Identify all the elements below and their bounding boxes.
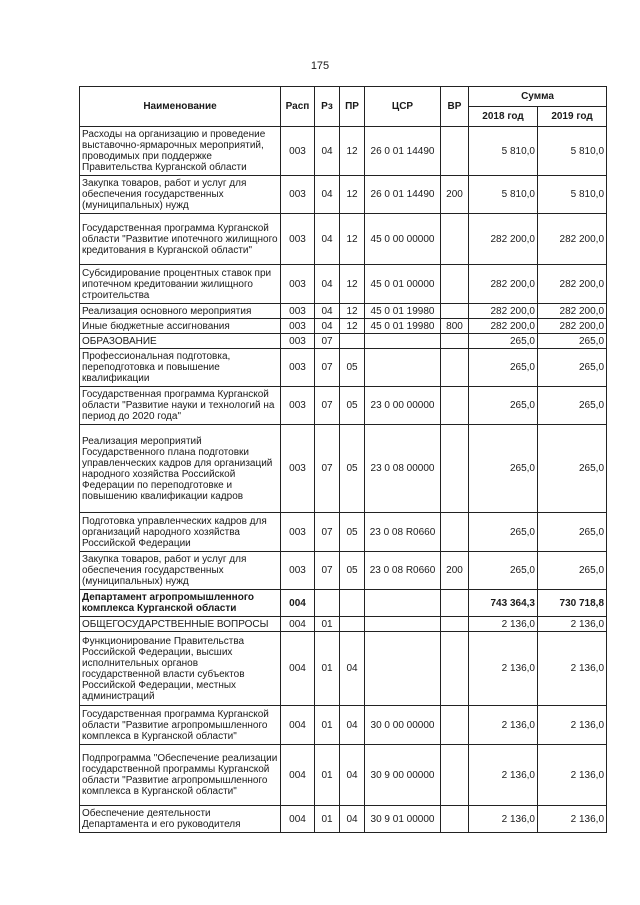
- row-rz: 01: [315, 617, 340, 632]
- table-row: [80, 334, 607, 349]
- row-rz: 07: [315, 425, 340, 513]
- table-row: [80, 319, 607, 334]
- row-2019: 265,0: [538, 552, 607, 590]
- row-rz: 04: [315, 214, 340, 265]
- row-vr: [441, 617, 469, 632]
- row-rz: 04: [315, 304, 340, 319]
- row-rz: 07: [315, 513, 340, 552]
- row-2019: 5 810,0: [538, 127, 607, 176]
- header-2019: 2019 год: [538, 107, 607, 127]
- row-rasp: 003: [281, 387, 315, 425]
- row-vr: [441, 214, 469, 265]
- table-row: [80, 214, 607, 265]
- row-name: Подпрограмма "Обеспечение реализации государственной программы Курганской области "Развитие агропромышленного комплекса в Курганской области": [80, 745, 281, 806]
- row-vr: [441, 425, 469, 513]
- row-name: ОБРАЗОВАНИЕ: [80, 334, 281, 349]
- table-row: [80, 806, 607, 833]
- row-name: Обеспечение деятельности Департамента и его руководителя: [80, 806, 281, 833]
- row-rz: 01: [315, 706, 340, 745]
- row-2018: 5 810,0: [469, 127, 538, 176]
- row-csr: [365, 590, 441, 617]
- row-2019: 2 136,0: [538, 806, 607, 833]
- row-rasp: 003: [281, 334, 315, 349]
- table-row: [80, 176, 607, 214]
- row-2018: 743 364,3: [469, 590, 538, 617]
- row-pr: [340, 590, 365, 617]
- row-rz: 04: [315, 127, 340, 176]
- header-csr: ЦСР: [365, 87, 441, 127]
- row-pr: 04: [340, 706, 365, 745]
- row-2019: 2 136,0: [538, 745, 607, 806]
- row-2018: 282 200,0: [469, 214, 538, 265]
- row-2019: 265,0: [538, 387, 607, 425]
- row-csr: 26 0 01 14490: [365, 176, 441, 214]
- row-2019: 265,0: [538, 513, 607, 552]
- row-rz: 07: [315, 334, 340, 349]
- row-2018: 265,0: [469, 552, 538, 590]
- row-csr: 45 0 00 00000: [365, 214, 441, 265]
- row-rz: [315, 590, 340, 617]
- row-vr: [441, 513, 469, 552]
- row-2018: 2 136,0: [469, 706, 538, 745]
- row-2018: 265,0: [469, 513, 538, 552]
- row-rz: 04: [315, 319, 340, 334]
- row-2019: 2 136,0: [538, 706, 607, 745]
- row-pr: 05: [340, 513, 365, 552]
- row-rasp: 004: [281, 590, 315, 617]
- header-vr: ВР: [441, 87, 469, 127]
- row-2019: 265,0: [538, 425, 607, 513]
- row-vr: 200: [441, 176, 469, 214]
- row-pr: 12: [340, 319, 365, 334]
- row-pr: 12: [340, 127, 365, 176]
- row-vr: [441, 706, 469, 745]
- row-rz: 04: [315, 176, 340, 214]
- row-rasp: 003: [281, 425, 315, 513]
- row-2018: 2 136,0: [469, 745, 538, 806]
- row-csr: [365, 349, 441, 387]
- table-row: [80, 632, 607, 706]
- row-vr: [441, 632, 469, 706]
- row-pr: 12: [340, 265, 365, 304]
- row-rasp: 003: [281, 265, 315, 304]
- table-row: [80, 617, 607, 632]
- table-row: [80, 265, 607, 304]
- row-rz: 07: [315, 552, 340, 590]
- row-rasp: 004: [281, 706, 315, 745]
- row-rasp: 004: [281, 745, 315, 806]
- row-vr: [441, 590, 469, 617]
- row-csr: 23 0 00 00000: [365, 387, 441, 425]
- row-name: Профессиональная подготовка, переподготовка и повышение квалификации: [80, 349, 281, 387]
- row-rz: 01: [315, 745, 340, 806]
- row-rasp: 003: [281, 176, 315, 214]
- row-pr: 05: [340, 349, 365, 387]
- row-pr: 12: [340, 304, 365, 319]
- row-pr: [340, 334, 365, 349]
- table-row: [80, 513, 607, 552]
- table-row: [80, 590, 607, 617]
- row-2019: 2 136,0: [538, 632, 607, 706]
- table-row: [80, 552, 607, 590]
- row-pr: 04: [340, 745, 365, 806]
- row-rasp: 003: [281, 349, 315, 387]
- row-pr: 04: [340, 806, 365, 833]
- row-rz: 01: [315, 632, 340, 706]
- row-vr: [441, 349, 469, 387]
- row-name: Расходы на организацию и проведение выставочно-ярмарочных мероприятий, проводимых при поддержке Правительства Курганской области: [80, 127, 281, 176]
- row-2019: 282 200,0: [538, 214, 607, 265]
- page-number: 175: [310, 60, 330, 72]
- row-2019: 730 718,8: [538, 590, 607, 617]
- table-row: [80, 425, 607, 513]
- row-2019: 5 810,0: [538, 176, 607, 214]
- row-name: Государственная программа Курганской области "Развитие агропромышленного комплекса в Курганской области": [80, 706, 281, 745]
- row-2018: 282 200,0: [469, 304, 538, 319]
- row-csr: 23 0 08 00000: [365, 425, 441, 513]
- row-rasp: 003: [281, 513, 315, 552]
- budget-table: [79, 86, 607, 833]
- row-2019: 282 200,0: [538, 304, 607, 319]
- row-vr: 200: [441, 552, 469, 590]
- table-row: [80, 127, 607, 176]
- header-sum: Сумма: [469, 87, 607, 107]
- row-rasp: 004: [281, 632, 315, 706]
- row-rasp: 003: [281, 304, 315, 319]
- row-name: Закупка товаров, работ и услуг для обеспечения государственных (муниципальных) нужд: [80, 176, 281, 214]
- header-2018: 2018 год: [469, 107, 538, 127]
- row-name: Субсидирование процентных ставок при ипотечном кредитовании жилищного строительства: [80, 265, 281, 304]
- row-pr: 12: [340, 176, 365, 214]
- table-row: [80, 745, 607, 806]
- table-row: [80, 706, 607, 745]
- row-vr: [441, 334, 469, 349]
- row-csr: 26 0 01 14490: [365, 127, 441, 176]
- row-2019: 282 200,0: [538, 265, 607, 304]
- row-name: Департамент агропромышленного комплекса Курганской области: [80, 590, 281, 617]
- row-2019: 2 136,0: [538, 617, 607, 632]
- row-2018: 265,0: [469, 334, 538, 349]
- row-vr: [441, 265, 469, 304]
- row-vr: 800: [441, 319, 469, 334]
- row-rasp: 004: [281, 806, 315, 833]
- row-2018: 282 200,0: [469, 265, 538, 304]
- row-csr: 30 9 01 00000: [365, 806, 441, 833]
- row-vr: [441, 806, 469, 833]
- row-2019: 282 200,0: [538, 319, 607, 334]
- table-body: [80, 127, 607, 833]
- header-rz: Рз: [315, 87, 340, 127]
- row-2018: 2 136,0: [469, 632, 538, 706]
- row-rz: 01: [315, 806, 340, 833]
- row-2018: 2 136,0: [469, 806, 538, 833]
- row-vr: [441, 127, 469, 176]
- row-csr: 30 9 00 00000: [365, 745, 441, 806]
- row-pr: 05: [340, 552, 365, 590]
- row-csr: 23 0 08 R0660: [365, 513, 441, 552]
- row-name: Реализация основного мероприятия: [80, 304, 281, 319]
- row-vr: [441, 745, 469, 806]
- row-name: Закупка товаров, работ и услуг для обеспечения государственных (муниципальных) нужд: [80, 552, 281, 590]
- row-csr: [365, 617, 441, 632]
- header-name: Наименование: [80, 87, 281, 127]
- header-rasp: Расп: [281, 87, 315, 127]
- table-row: [80, 349, 607, 387]
- row-vr: [441, 304, 469, 319]
- row-csr: [365, 334, 441, 349]
- row-name: Функционирование Правительства Российской Федерации, высших исполнительных органов государственной власти субъектов Российской Федерации, местных администраций: [80, 632, 281, 706]
- row-rasp: 003: [281, 127, 315, 176]
- row-rz: 07: [315, 387, 340, 425]
- row-pr: 05: [340, 387, 365, 425]
- header-pr: ПР: [340, 87, 365, 127]
- row-rasp: 003: [281, 319, 315, 334]
- row-csr: 45 0 01 19980: [365, 319, 441, 334]
- row-rz: 04: [315, 265, 340, 304]
- row-pr: 05: [340, 425, 365, 513]
- row-2018: 265,0: [469, 425, 538, 513]
- row-rasp: 003: [281, 214, 315, 265]
- row-csr: 45 0 01 00000: [365, 265, 441, 304]
- row-name: Иные бюджетные ассигнования: [80, 319, 281, 334]
- row-name: Реализация мероприятий Государственного плана подготовки управленческих кадров для организаций народного хозяйства Российской Федерации по переподготовке и повышению квалификации кадров: [80, 425, 281, 513]
- row-2018: 282 200,0: [469, 319, 538, 334]
- row-2019: 265,0: [538, 349, 607, 387]
- row-2018: 265,0: [469, 349, 538, 387]
- row-csr: 23 0 08 R0660: [365, 552, 441, 590]
- row-pr: [340, 617, 365, 632]
- row-name: ОБЩЕГОСУДАРСТВЕННЫЕ ВОПРОСЫ: [80, 617, 281, 632]
- row-csr: 45 0 01 19980: [365, 304, 441, 319]
- row-name: Подготовка управленческих кадров для организаций народного хозяйства Российской Федерации: [80, 513, 281, 552]
- row-name: Государственная программа Курганской области "Развитие науки и технологий на период до 2020 года": [80, 387, 281, 425]
- row-rasp: 004: [281, 617, 315, 632]
- row-vr: [441, 387, 469, 425]
- row-rz: 07: [315, 349, 340, 387]
- row-2018: 265,0: [469, 387, 538, 425]
- row-2019: 265,0: [538, 334, 607, 349]
- row-2018: 2 136,0: [469, 617, 538, 632]
- row-csr: 30 0 00 00000: [365, 706, 441, 745]
- row-name: Государственная программа Курганской области "Развитие ипотечного жилищного кредитования в Курганской области": [80, 214, 281, 265]
- row-csr: [365, 632, 441, 706]
- table-row: [80, 304, 607, 319]
- row-rasp: 003: [281, 552, 315, 590]
- row-pr: 12: [340, 214, 365, 265]
- row-pr: 04: [340, 632, 365, 706]
- table-row: [80, 387, 607, 425]
- row-2018: 5 810,0: [469, 176, 538, 214]
